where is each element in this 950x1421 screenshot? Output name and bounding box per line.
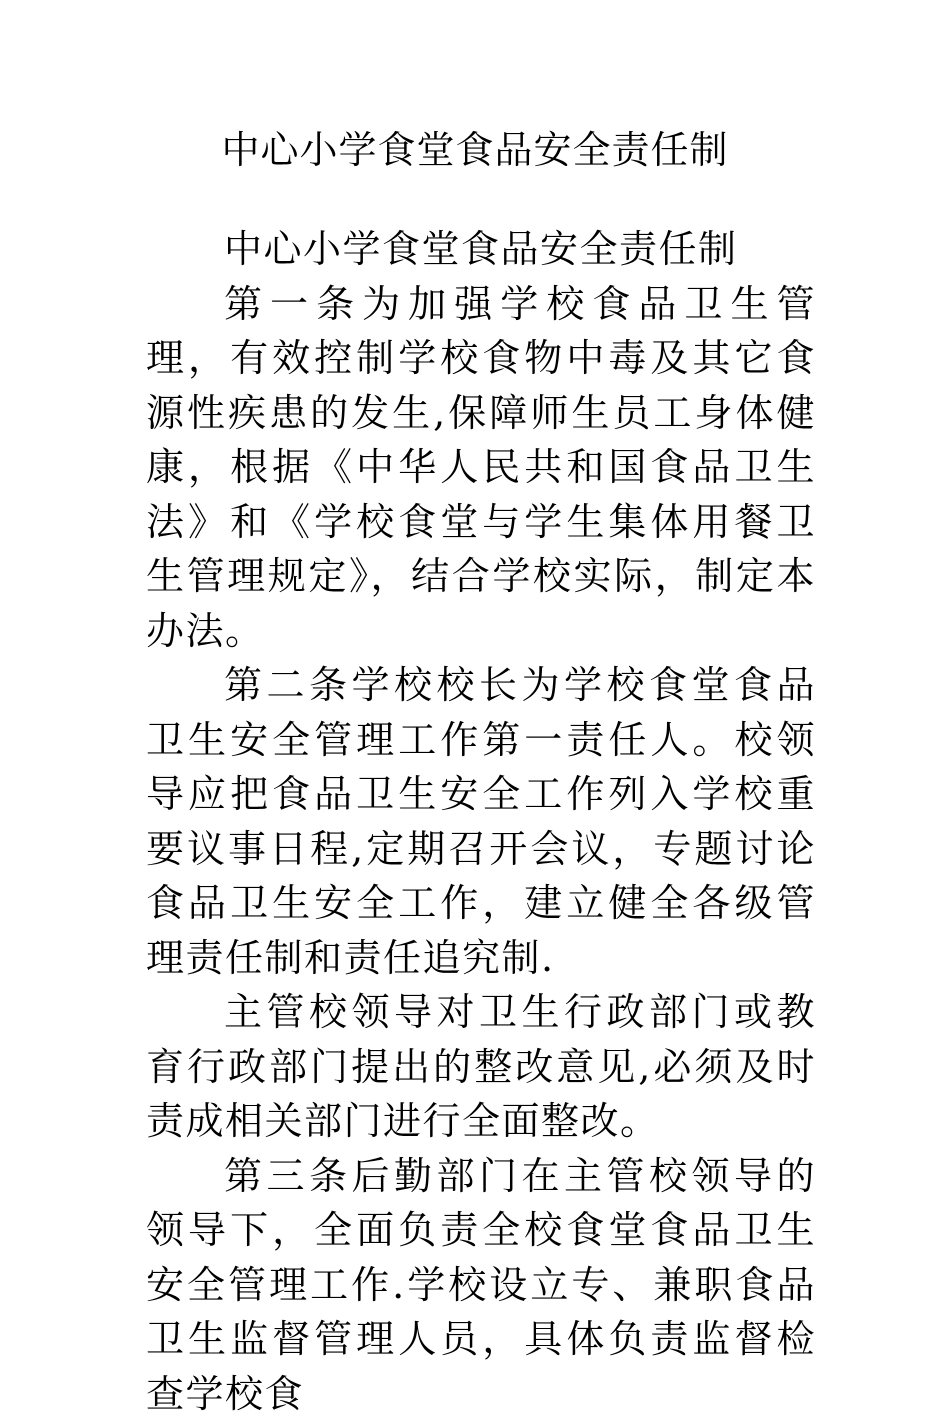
document-title: 中心小学食堂食品安全责任制: [0, 122, 950, 178]
paragraph-article-2: 第二条学校校长为学校食堂食品卫生安全管理工作第一责任人。校领导应把食品卫生安全工作列入学校重要议事日程,定期召开会议，专题讨论食品卫生安全工作，建立健全各级管理责任制和责任追究制.: [146, 658, 816, 985]
document-body: [146, 222, 816, 1421]
paragraph-article-2-rectification: 主管校领导对卫生行政部门或教育行政部门提出的整改意见,必须及时责成相关部门进行全面整改。: [146, 985, 816, 1149]
paragraph-article-1: 第一条为加强学校食品卫生管理，有效控制学校食物中毒及其它食源性疾患的发生,保障师生员工身体健康，根据《中华人民共和国食品卫生法》和《学校食堂与学生集体用餐卫生管理规定》，结合学校实际，制定本办法。: [146, 277, 816, 659]
paragraph-subtitle: 中心小学食堂食品安全责任制: [146, 222, 816, 277]
paragraph-article-3: 第三条后勤部门在主管校领导的领导下，全面负责全校食堂食品卫生安全管理工作.学校设立专、兼职食品卫生监督管理人员，具体负责监督检查学校食: [146, 1149, 816, 1421]
